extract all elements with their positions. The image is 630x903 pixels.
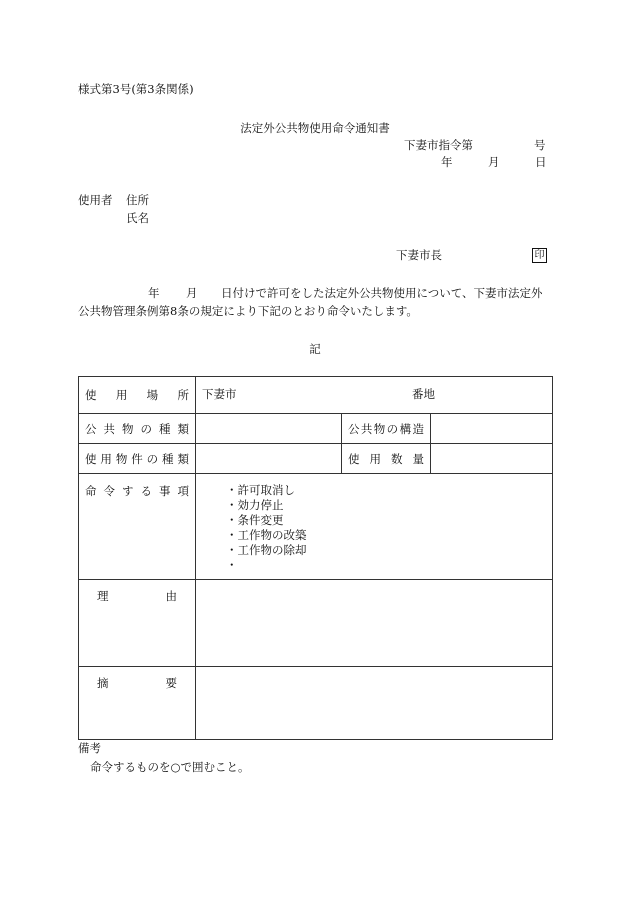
user-label: 使用者 — [78, 193, 113, 207]
row-reason — [79, 580, 553, 667]
row-place — [79, 377, 553, 414]
body-line-1: 日付けで許可をした法定外公共物使用について、下妻市法定外 — [221, 286, 543, 300]
item-kind-label-cell — [79, 444, 196, 474]
place-label-cell — [79, 377, 196, 414]
summary-value-cell[interactable] — [196, 667, 553, 740]
form-number: 様式第3号(第3条関係) — [78, 82, 194, 96]
body-line-2: 公共物管理条例第8条の規定により下記のとおり命令いたします。 — [78, 304, 418, 318]
order-item-revoke[interactable]: ・許可取消し — [226, 483, 295, 497]
kind-label: 公 共 物 の 種 類 — [85, 421, 189, 436]
order-item-rebuild-structure[interactable]: ・工作物の改築 — [226, 528, 307, 542]
name-label: 氏名 — [126, 211, 149, 225]
ki-heading: 記 — [309, 342, 321, 356]
place-label: 使 用 場 所 — [85, 388, 189, 402]
reason-label-cell — [79, 580, 196, 667]
item-kind-value-cell[interactable] — [196, 444, 342, 474]
structure-label: 公 共 物 の 構 造 — [348, 421, 424, 436]
header-date-year: 年 — [441, 155, 453, 169]
place-value-cell[interactable] — [196, 377, 553, 414]
order-item-change-conditions[interactable]: ・条件変更 — [226, 513, 284, 527]
summary-label: 摘 要 — [97, 676, 177, 690]
place-city: 下妻市 — [202, 387, 237, 401]
notice-number-suffix: 号 — [534, 138, 546, 152]
row-summary — [79, 667, 553, 740]
order-table — [78, 376, 553, 740]
order-item-remove-structure[interactable]: ・工作物の除却 — [226, 543, 307, 557]
order-item-other[interactable]: ・ — [226, 558, 238, 572]
seal-mark: 印 — [532, 248, 547, 263]
row-item-kind — [79, 444, 553, 474]
row-order — [79, 474, 553, 580]
quantity-label-cell — [342, 444, 431, 474]
order-label: 命 令 す る 事 項 — [85, 484, 189, 498]
place-banchi: 番地 — [412, 387, 435, 401]
reason-value-cell[interactable] — [196, 580, 553, 667]
row-kind — [79, 414, 553, 444]
summary-label-cell — [79, 667, 196, 740]
order-item-suspend[interactable]: ・効力停止 — [226, 498, 284, 512]
remarks-title: 備考 — [78, 741, 101, 755]
quantity-label: 使 用 数 量 — [348, 451, 424, 466]
structure-value-cell[interactable] — [431, 414, 553, 444]
kind-label-cell — [79, 414, 196, 444]
kind-value-cell[interactable] — [196, 414, 342, 444]
item-kind-label: 使 用 物 件 の 種 類 — [85, 451, 189, 466]
header-date-day: 日 — [535, 155, 547, 169]
mayor-label: 下妻市長 — [396, 248, 442, 262]
address-label: 住所 — [126, 193, 149, 207]
order-label-cell — [79, 474, 196, 580]
quantity-value-cell[interactable] — [431, 444, 553, 474]
notice-number-label: 下妻市指令第 — [404, 138, 473, 152]
document-title: 法定外公共物使用命令通知書 — [240, 121, 390, 135]
remarks-text: 命令するものを○で囲むこと。 — [90, 760, 250, 774]
order-items-cell — [196, 474, 553, 580]
body-year: 年 — [148, 286, 160, 300]
reason-label: 理 由 — [97, 589, 177, 603]
body-month: 月 — [186, 286, 198, 300]
order-items-list — [226, 483, 546, 573]
structure-label-cell — [342, 414, 431, 444]
header-date-month: 月 — [488, 155, 500, 169]
